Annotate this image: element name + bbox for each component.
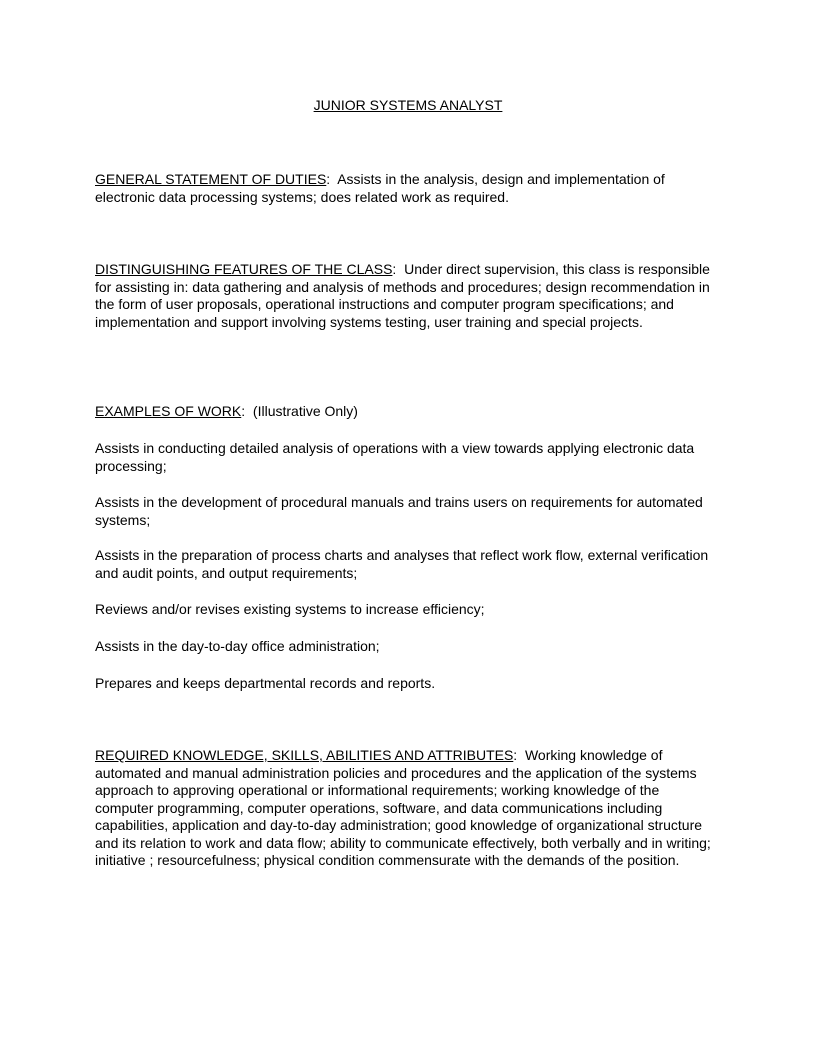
example-item: Assists in the day-to-day office administration; xyxy=(95,638,380,654)
section-heading: GENERAL STATEMENT OF DUTIES xyxy=(95,171,327,187)
section-examples-of-work xyxy=(95,403,720,421)
page-title xyxy=(0,97,816,115)
section-text: Under direct supervision, this class is responsible for assisting in: data gathering and analysis of methods and procedures; design recommendation in the form of user proposals, operational instructions and computer program specifications; and implementation and support involving systems testing, user training and special projects. xyxy=(95,261,710,330)
example-item: Assists in the preparation of process charts and analyses that reflect work flow, external verification and audit points, and output requirements; xyxy=(95,547,709,581)
section-note: (Illustrative Only) xyxy=(252,403,358,419)
page-title-text: JUNIOR SYSTEMS ANALYST xyxy=(313,97,503,113)
example-item: Reviews and/or revises existing systems to increase efficiency; xyxy=(95,601,485,617)
section-heading: REQUIRED KNOWLEDGE, SKILLS, ABILITIES AND ATTRIBUTES xyxy=(95,747,514,763)
section-paragraph: DISTINGUISHING FEATURES OF THE CLASS: Under direct supervision, this class is responsible for assisting in: data gathering and analysis of methods and procedures; design recommendation in the form of user proposals, operational instructions and computer program specifications; and implementation and support involving systems testing, user training and special projects. xyxy=(95,261,710,330)
section-general-duties xyxy=(95,171,720,206)
section-text: Assists in the analysis, design and implementation of electronic data processing systems; does related work as required. xyxy=(95,171,665,205)
example-item: Assists in conducting detailed analysis of operations with a view towards applying electronic data processing; xyxy=(95,440,695,474)
section-paragraph: REQUIRED KNOWLEDGE, SKILLS, ABILITIES AND ATTRIBUTES: Working knowledge of automated and manual administration policies and procedures and the application of the systems approach to approving operational or informational requirements; working knowledge of the computer programming, computer operations, software, and data communications including capabilities, application and day-to-day administration; good knowledge of organizational structure and its relation to work and data flow; ability to communicate effectively, both verbally and in writing; initiative ; resourcefulness; physical condition commensurate with the demands of the position. xyxy=(95,747,711,868)
example-item: Prepares and keeps departmental records and reports. xyxy=(95,675,436,691)
section-paragraph: EXAMPLES OF WORK: (Illustrative Only) xyxy=(95,403,358,419)
example-item: Assists in the development of procedural manuals and trains users on requirements for automated systems; xyxy=(95,494,703,528)
section-heading: DISTINGUISHING FEATURES OF THE CLASS xyxy=(95,261,393,277)
section-paragraph: GENERAL STATEMENT OF DUTIES: Assists in the analysis, design and implementation of electronic data processing systems; does related work as required. xyxy=(95,171,665,205)
section-required-knowledge xyxy=(95,747,720,870)
section-distinguishing-features xyxy=(95,261,720,331)
section-text: Working knowledge of automated and manual administration policies and procedures and the application of the systems approach to approving operational or informational requirements; working knowledge of the computer programming, computer operations, software, and data communications including capabilities, application and day-to-day administration; good knowledge of organizational structure and its relation to work and data flow; ability to communicate effectively, both verbally and in writing; initiative ; resourcefulness; physical condition commensurate with the demands of the position. xyxy=(95,747,711,868)
section-heading: EXAMPLES OF WORK xyxy=(95,403,242,419)
